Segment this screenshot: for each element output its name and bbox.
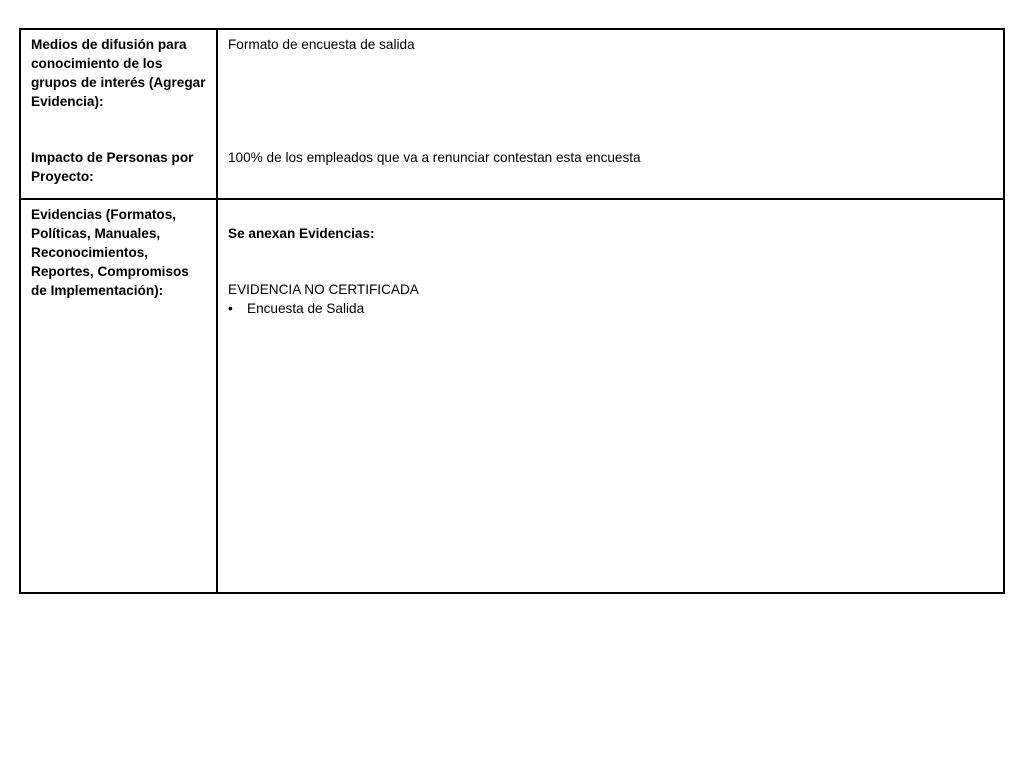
cell-medios-impacto-values: [217, 29, 1004, 199]
impacto-value: 100% de los empleados que va a renunciar contestan esta encuesta: [228, 150, 641, 165]
table-row: [20, 199, 1004, 593]
label-evidencias-line-2: Políticas, Manuales,: [31, 226, 161, 241]
label-medios-line-1: Medios de difusión para: [31, 37, 187, 52]
list-item: [228, 299, 364, 318]
label-impacto-line-1: Impacto de Personas por: [31, 150, 194, 165]
label-medios-line-2: conocimiento de los: [31, 56, 163, 71]
evidence-table: [19, 28, 1005, 594]
cell-medios-impacto-labels: [20, 29, 217, 199]
evidencias-heading: Se anexan Evidencias:: [228, 226, 375, 241]
label-medios-line-3: grupos de interés (Agregar: [31, 75, 206, 90]
label-evidencias-line-4: Reportes, Compromisos: [31, 264, 189, 279]
label-evidencias-line-5: de Implementación):: [31, 283, 164, 298]
medios-value: Formato de encuesta de salida: [228, 37, 415, 52]
label-evidencias-line-3: Reconocimientos,: [31, 245, 149, 260]
label-impacto-line-2: Proyecto:: [31, 169, 94, 184]
bullet-icon: •: [228, 301, 233, 316]
cell-evidencias-content: [217, 199, 1004, 593]
label-evidencias-line-1: Evidencias (Formatos,: [31, 207, 177, 222]
table-row: [20, 29, 1004, 199]
cell-evidencias-label: [20, 199, 217, 593]
label-medios-line-4: Evidencia):: [31, 94, 104, 109]
list-item-label: Encuesta de Salida: [247, 301, 365, 316]
evidencia-status: EVIDENCIA NO CERTIFICADA: [228, 282, 419, 297]
